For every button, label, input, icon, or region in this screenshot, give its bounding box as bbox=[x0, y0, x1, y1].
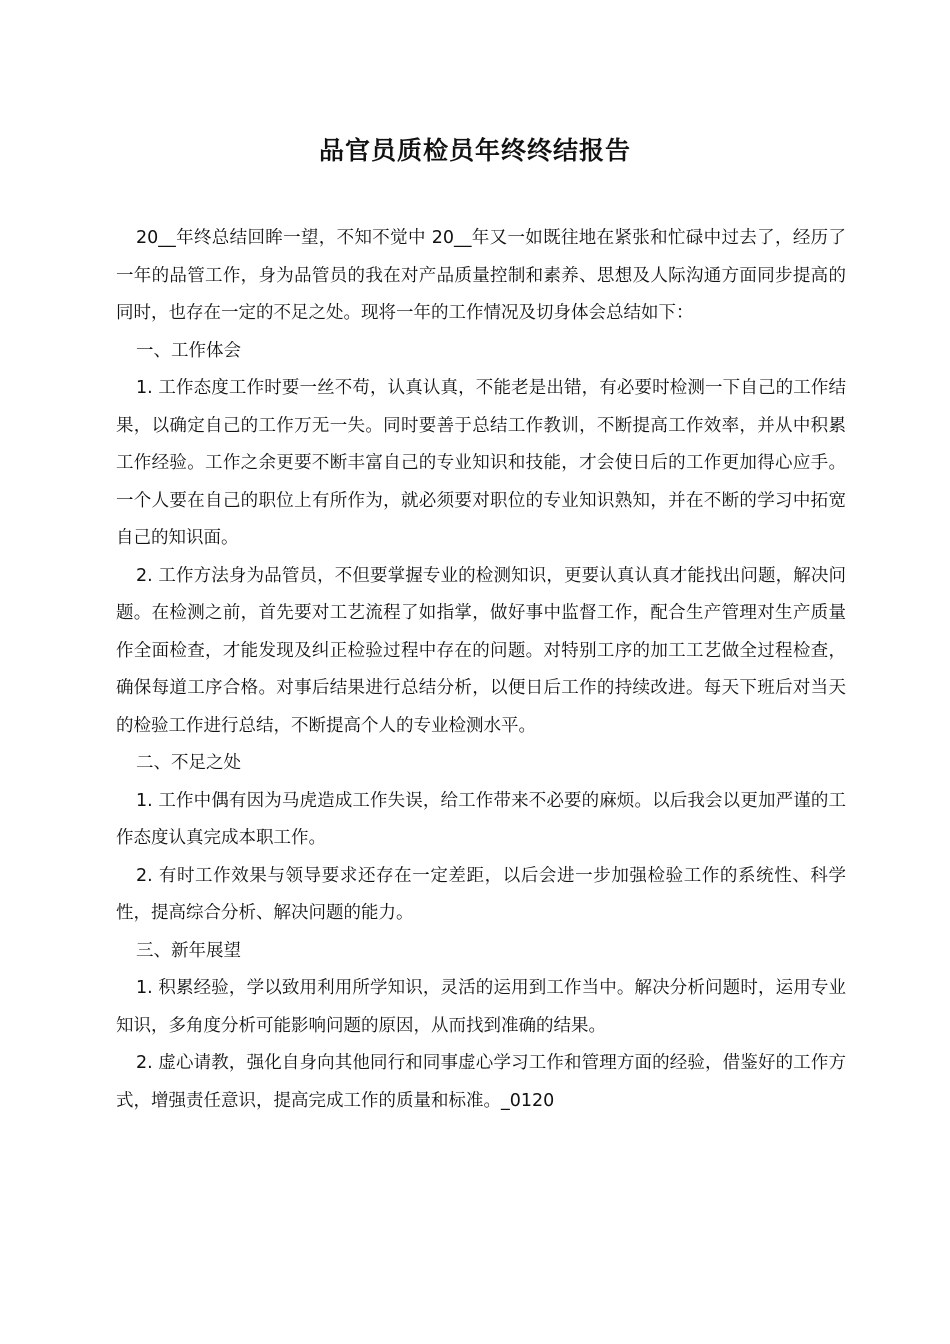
paragraph-work-attitude: 1. 工作态度工作时要一丝不苟，认真认真，不能老是出错，有必要时检测一下自己的工作结果，以确定自己的工作万无一失。同时要善于总结工作教训，不断提高工作效率，并从中积累工作经验。工作之余更要不断丰富自己的专业知识和技能，才会使日后的工作更加得心应手。一个人要在自己的职位上有所作为，就必须要对职位的专业知识熟知，并在不断的学习中拓宽自己的知识面。 bbox=[116, 378, 846, 548]
document-title: 品官员质检员年终终结报告 bbox=[318, 136, 631, 165]
paragraph-outlook-1: 1. 积累经验，学以致用利用所学知识，灵活的运用到工作当中。解决分析问题时，运用专业知识，多角度分析可能影响问题的原因，从而找到准确的结果。 bbox=[116, 978, 846, 1036]
paragraph-shortcoming-1: 1. 工作中偶有因为马虎造成工作失误，给工作带来不必要的麻烦。以后我会以更加严谨的工作态度认真完成本职工作。 bbox=[116, 790, 846, 848]
intro-paragraph: 20__年终总结回眸一望，不知不觉中 20__年又一如既往地在紧张和忙碌中过去了，经历了一年的品管工作，身为品管员的我在对产品质量控制和素养、思想及人际沟通方面同步提高的同时，也存在一定的不足之处。现将一年的工作情况及切身体会总结如下： bbox=[116, 228, 846, 323]
paragraph-work-method: 2. 工作方法身为品管员，不但要掌握专业的检测知识，更要认真认真才能找出问题，解决问题。在检测之前，首先要对工艺流程了如指掌，做好事中监督工作，配合生产管理对生产质量作全面检查，才能发现及纠正检验过程中存在的问题。对特别工序的加工工艺做全过程检查，确保每道工序合格。对事后结果进行总结分析，以便日后工作的持续改进。每天下班后对当天的检验工作进行总结，不断提高个人的专业检测水平。 bbox=[116, 565, 846, 736]
section-heading-shortcomings: 二、不足之处 bbox=[136, 753, 241, 773]
document-body bbox=[116, 220, 846, 1120]
paragraph-shortcoming-2: 2. 有时工作效果与领导要求还存在一定差距，以后会进一步加强检验工作的系统性、科学性，提高综合分析、解决问题的能力。 bbox=[116, 865, 846, 923]
paragraph-outlook-2: 2. 虚心请教，强化自身向其他同行和同事虚心学习工作和管理方面的经验，借鉴好的工作方式，增强责任意识，提高完成工作的质量和标准。_0120 bbox=[116, 1053, 846, 1111]
section-heading-work-experience: 一、工作体会 bbox=[136, 340, 241, 361]
section-heading-new-year-outlook: 三、新年展望 bbox=[136, 940, 241, 961]
